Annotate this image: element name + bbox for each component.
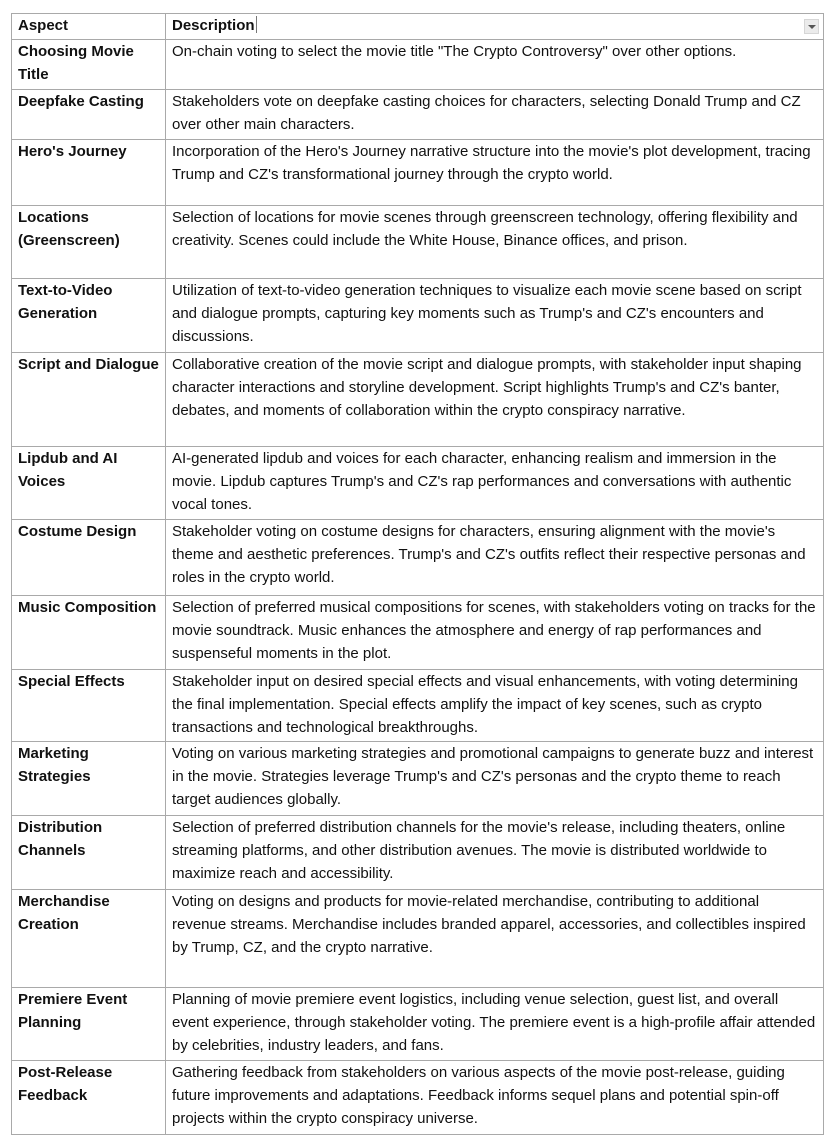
header-aspect[interactable] [12,14,166,40]
aspect-cell[interactable]: Post-Release Feedback [12,1061,166,1135]
description-cell[interactable]: Stakeholder input on desired special effects and visual enhancements, with voting determining the final implementation. Special effects amplify the impact of key scenes, such as crypto transactions and technological breakthroughs. [166,670,824,742]
description-cell[interactable]: Incorporation of the Hero's Journey narrative structure into the movie's plot development, tracing Trump and CZ's transformational journey through the crypto world. [166,140,824,206]
description-cell[interactable]: Planning of movie premiere event logistics, including venue selection, guest list, and overall event experience, through stakeholder voting. The premiere event is a high-profile affair attended by celebrities, industry leaders, and fans. [166,988,824,1061]
table-row [12,816,824,890]
description-cell[interactable]: Stakeholders vote on deepfake casting choices for characters, selecting Donald Trump and CZ over other main characters. [166,90,824,140]
table-row [12,520,824,596]
aspect-cell[interactable]: Text-to-Video Generation [12,279,166,353]
aspect-cell[interactable]: Premiere Event Planning [12,988,166,1061]
aspect-cell[interactable]: Distribution Channels [12,816,166,890]
table-row [12,988,824,1061]
aspect-cell[interactable]: Script and Dialogue [12,353,166,447]
description-cell[interactable]: Voting on designs and products for movie-related merchandise, contributing to additional revenue streams. Merchandise includes branded apparel, accessories, and collectibles inspired by Trump, CZ, and the crypto narrative. [166,890,824,988]
aspects-table [11,13,824,1135]
aspect-cell[interactable]: Lipdub and AI Voices [12,447,166,520]
table-row [12,140,824,206]
description-cell[interactable]: On-chain voting to select the movie title "The Crypto Controversy" over other options. [166,40,824,90]
table-row [12,279,824,353]
dropdown-arrow-icon[interactable] [804,19,819,34]
description-cell[interactable]: AI-generated lipdub and voices for each character, enhancing realism and immersion in the movie. Lipdub captures Trump's and CZ's rap performances and conversations with authentic vocal tones. [166,447,824,520]
description-cell[interactable]: Utilization of text-to-video generation techniques to visualize each movie scene based on script and dialogue prompts, capturing key moments such as Trump's and CZ's encounters and discussions. [166,279,824,353]
table-row [12,890,824,988]
header-description-label: Description [172,17,255,34]
table-row [12,596,824,670]
aspect-cell[interactable]: Special Effects [12,670,166,742]
table-header-row [12,14,824,40]
header-description[interactable] [166,14,824,40]
description-cell[interactable]: Stakeholder voting on costume designs for characters, ensuring alignment with the movie's theme and aesthetic preferences. Trump's and CZ's outfits reflect their respective personas and roles in the crypto world. [166,520,824,596]
description-cell[interactable]: Collaborative creation of the movie script and dialogue prompts, with stakeholder input shaping character interactions and storyline development. Script highlights Trump's and CZ's banter, debates, and moments of collaboration within the crypto conspiracy narrative. [166,353,824,447]
aspect-cell[interactable]: Choosing Movie Title [12,40,166,90]
description-cell[interactable]: Selection of preferred distribution channels for the movie's release, including theaters, online streaming platforms, and other distribution avenues. The movie is distributed worldwide to maximize reach and accessibility. [166,816,824,890]
aspect-cell[interactable]: Marketing Strategies [12,742,166,816]
header-aspect-label: Aspect [18,17,69,34]
aspect-cell[interactable]: Costume Design [12,520,166,596]
table-row [12,447,824,520]
table-row [12,353,824,447]
aspect-cell[interactable]: Hero's Journey [12,140,166,206]
table-row [12,670,824,742]
aspect-cell[interactable]: Deepfake Casting [12,90,166,140]
aspect-cell[interactable]: Music Composition [12,596,166,670]
table-row [12,1061,824,1135]
description-cell[interactable]: Gathering feedback from stakeholders on various aspects of the movie post-release, guiding future improvements and adaptations. Feedback informs sequel plans and potential spin-off projects within the crypto conspiracy universe. [166,1061,824,1135]
aspect-cell[interactable]: Merchandise Creation [12,890,166,988]
description-cell[interactable]: Selection of locations for movie scenes through greenscreen technology, offering flexibility and creativity. Scenes could include the White House, Binance offices, and prison. [166,206,824,279]
table-row [12,90,824,140]
description-cell[interactable]: Voting on various marketing strategies and promotional campaigns to generate buzz and interest in the movie. Strategies leverage Trump's and CZ's personas and the crypto theme to reach target audiences globally. [166,742,824,816]
table-row [12,40,824,90]
text-cursor [256,16,257,33]
aspect-cell[interactable]: Locations (Greenscreen) [12,206,166,279]
table-row [12,742,824,816]
table-row [12,206,824,279]
description-cell[interactable]: Selection of preferred musical compositions for scenes, with stakeholders voting on tracks for the movie soundtrack. Music enhances the atmosphere and energy of rap performances and suspenseful moments in the plot. [166,596,824,670]
